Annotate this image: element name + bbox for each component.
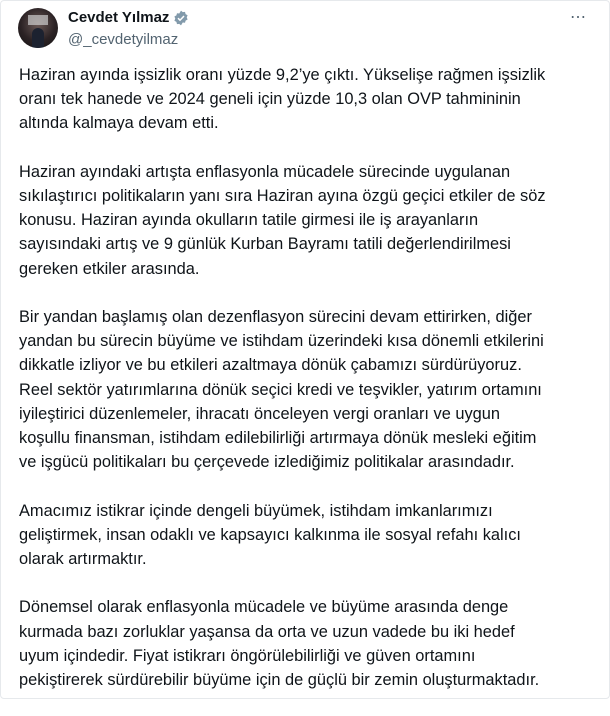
tweet-paragraph (19, 499, 604, 572)
author-name-row (68, 9, 189, 26)
text-line: konusu. Haziran ayında okulların tatile girmesi ile iş arayanların (19, 211, 479, 230)
text-line: sıkılaştırıcı politikaların yanı sıra Haziran ayına özgü geçici etkiler de söz (19, 187, 546, 205)
author-name[interactable]: Cevdet Yılmaz (68, 9, 170, 26)
text-line: geliştirmek, insan odaklı ve kapsayıcı kalkınma ile sosyal refahı kalıcı (19, 525, 521, 544)
text-line: Bir yandan başlamış olan dezenflasyon sürecini devam ettirirken, diğer (19, 308, 532, 326)
text-line: uyum içindedir. Fiyat istikrarı öngörülebilirliği ve güven ortamını (19, 646, 476, 665)
text-line: Dönemsel olarak enflasyonla mücadele ve büyüme arasında denge (19, 598, 509, 617)
tweet-text (19, 63, 604, 716)
author-handle[interactable]: @_cevdetyilmaz (68, 31, 179, 48)
text-line: Haziran ayında işsizlik oranı yüzde 9,2’ye çıktı. Yükselişe rağmen işsizlik (19, 66, 546, 84)
text-line: iyileştirici düzenlemeler, ihracatı önceleyen vergi oranları ve uygun (19, 404, 501, 423)
text-line: Reel sektör yatırımlarına dönük seçici kredi ve teşvikler, yatırım ortamını (19, 380, 542, 399)
more-options-icon[interactable]: ⋯ (570, 9, 587, 26)
text-line: gereken etkiler arasında. (19, 259, 200, 278)
text-line: altında kalmaya devam etti. (19, 114, 219, 133)
text-line: kurmada bazı zorluklar yaşansa da orta ve uzun vadede bu iki hedef (19, 622, 515, 641)
text-line: koşullu finansman, istihdam edilebilirliği artırmaya dönük mesleki eğitim (19, 429, 537, 448)
text-line: pekiştirerek sürdürebilir büyüme için de güçlü bir zemin oluşturmaktadır. (19, 671, 540, 690)
tweet-paragraph (19, 160, 604, 281)
text-line: olarak artırmaktır. (19, 550, 147, 569)
text-line: oranı tek hanede ve 2024 geneli için yüzde 10,3 olan OVP tahmininin (19, 90, 521, 109)
tweet-paragraph (19, 63, 604, 136)
text-line: dikkatle izliyor ve bu etkileri azaltmaya dönük çabamızı sürdürüyoruz. (19, 356, 522, 375)
text-line: Haziran ayındaki artışta enflasyonla mücadele sürecinde uygulanan (19, 162, 511, 181)
text-line: yandan bu sürecin büyüme ve istihdam üzerindeki kısa dönemli etkilerini (19, 332, 544, 351)
text-line: ve işgücü politikaları bu çerçevede izlediğimiz politikalar arasındadır. (19, 453, 515, 472)
text-line: Amacımız istikrar içinde dengeli büyümek, istihdam imkanlarımızı (19, 501, 493, 520)
verified-badge-icon (173, 10, 189, 26)
text-line: sayısındaki artış ve 9 günlük Kurban Bayramı tatili değerlendirilmesi (19, 235, 511, 254)
tweet-paragraph (19, 305, 604, 474)
tweet-paragraph (19, 595, 604, 692)
avatar[interactable] (18, 8, 58, 48)
